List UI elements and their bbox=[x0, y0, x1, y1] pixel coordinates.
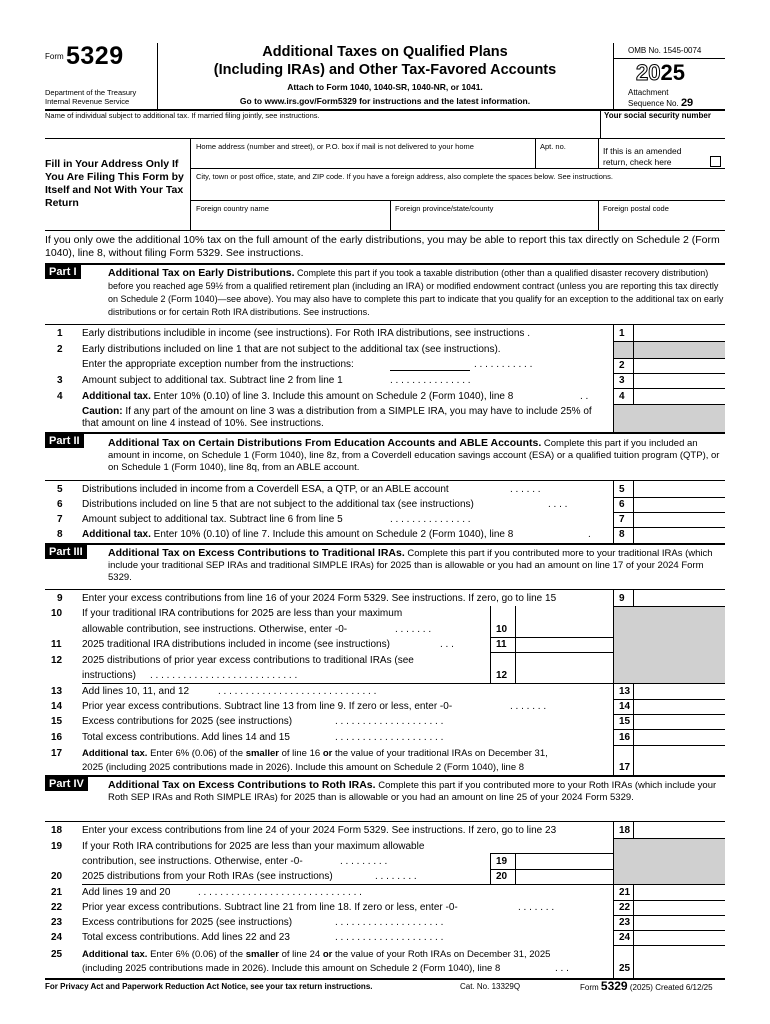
tax-year-suffix: 25 bbox=[660, 60, 685, 85]
line-17-text-b: 2025 (including 2025 contributions made in 2026). Include this amount on Schedule 2 (Form 1040), line 8 bbox=[82, 762, 525, 773]
leader-dots: . . . . . . . . . . . . . . . . . . . . bbox=[335, 917, 444, 928]
leader-dots: . . . . . . . . . . . . . . . . . . . . bbox=[335, 932, 444, 943]
line-number: 18 bbox=[51, 825, 63, 836]
exception-number-field[interactable] bbox=[390, 370, 470, 371]
sequence-number: 29 bbox=[680, 97, 694, 109]
attachment-label: Attachment bbox=[628, 88, 669, 97]
line-4-text bbox=[82, 391, 513, 402]
line-15-text: Excess contributions for 2025 (see instructions) bbox=[82, 716, 293, 727]
divider bbox=[598, 138, 599, 168]
privacy-notice: For Privacy Act and Paperwork Reduction Act Notice, see your tax return instructions. bbox=[45, 982, 373, 991]
goto-note: Go to www.irs.gov/Form5329 for instructions and the latest information. bbox=[239, 96, 531, 106]
divider bbox=[45, 432, 725, 434]
divider bbox=[490, 652, 613, 653]
line-25-post: the value of your Roth IRAs on December 31, 2025 bbox=[332, 949, 551, 960]
leader-dots: . . . bbox=[440, 639, 454, 650]
line-2-text: Early distributions included on line 1 that are not subject to the additional tax (see instructions). bbox=[82, 344, 501, 355]
line-12-text-a: 2025 distributions of prior year excess contributions to traditional IRAs (see bbox=[82, 655, 414, 666]
line-box-number: 24 bbox=[619, 932, 631, 943]
line-box-number: 4 bbox=[619, 391, 625, 402]
line-number: 23 bbox=[51, 917, 63, 928]
line-box-number: 15 bbox=[619, 716, 631, 727]
divider bbox=[45, 138, 725, 139]
line-number: 13 bbox=[51, 686, 63, 697]
line-17-text-a bbox=[82, 748, 548, 759]
home-address-label: Home address (number and street), or P.O. box if mail is not delivered to your home bbox=[196, 142, 474, 151]
line-10-text-b: allowable contribution, see instructions. Otherwise, enter -0- bbox=[82, 624, 348, 635]
line-19-text-a: If your Roth IRA contributions for 2025 are less than your maximum allowable bbox=[82, 841, 425, 852]
irs: Internal Revenue Service bbox=[45, 97, 130, 106]
line-box-number: 20 bbox=[496, 871, 508, 882]
line-number: 1 bbox=[57, 328, 63, 339]
line-25-or: or bbox=[322, 949, 333, 960]
ssn-label: Your social security number bbox=[604, 111, 711, 120]
leader-dots: . . . . . . . bbox=[510, 701, 547, 712]
part-1-label: Part I bbox=[45, 265, 81, 279]
name-label: Name of individual subject to additional tax. If married filing jointly, see instructions. bbox=[45, 111, 320, 120]
line-number: 15 bbox=[51, 716, 63, 727]
line-3-text: Amount subject to additional tax. Subtract line 2 from line 1 bbox=[82, 375, 343, 386]
department: Department of the Treasury bbox=[45, 88, 137, 97]
divider bbox=[390, 200, 391, 230]
line-box-number: 7 bbox=[619, 514, 625, 525]
sequence-text: Sequence No. bbox=[628, 99, 679, 108]
line-number: 10 bbox=[51, 608, 63, 619]
part-3-label: Part III bbox=[45, 545, 87, 559]
part-1-header bbox=[108, 267, 725, 319]
line-box-number: 8 bbox=[619, 529, 625, 540]
leader-dots: . . . . . . . . . . . . . . . . . . . . . . . . . . . . . bbox=[218, 686, 377, 697]
part-3-body: Complete this part if you contributed more to your traditional IRAs (which include your traditional SEP IRAs and traditional SIMPLE IRAs) for 2025 than is allowable or you had an amount on line 17 of your 2024 Form 5329. bbox=[108, 548, 713, 583]
line-22-text: Prior year excess contributions. Subtract line 21 from line 18. If zero or less, enter -0- bbox=[82, 902, 458, 913]
line-box-number: 25 bbox=[619, 963, 631, 974]
part-2-body: Complete this part if you included an amount in income, on Schedule 1 (Form 1040), line 8z, from a Coverdell education savings account (ESA) or a qualified tuition program (QTP), or on Schedule 1 (Form 1040), line 8q, from an ABLE account. bbox=[108, 438, 720, 473]
amended-checkbox[interactable] bbox=[710, 156, 721, 167]
foreign-postal-label: Foreign postal code bbox=[603, 204, 669, 213]
leader-dots: . . . . . . . . . . . . . . . . . . . . . . . . . . . . . . bbox=[198, 887, 362, 898]
part-2-title: Additional Tax on Certain Distributions From Education Accounts and ABLE Accounts. bbox=[108, 437, 542, 449]
line-16-text: Total excess contributions. Add lines 14 and 15 bbox=[82, 732, 290, 743]
shaded-cell bbox=[634, 341, 725, 358]
divider bbox=[490, 637, 613, 638]
divider bbox=[45, 480, 725, 481]
line-5-text: Distributions included in income from a Coverdell ESA, a QTP, or an ABLE account bbox=[82, 484, 449, 495]
line-4-rest: Enter 10% (0.10) of line 3. Include this amount on Schedule 2 (Form 1040), line 8 bbox=[150, 391, 514, 402]
line-box-number: 18 bbox=[619, 825, 631, 836]
divider bbox=[490, 869, 613, 870]
divider bbox=[515, 606, 516, 683]
line-number: 9 bbox=[57, 593, 63, 604]
caution-rest: If any part of the amount on line 3 was a distribution from a SIMPLE IRA, you may have to include 25% of that amount on line 4 instead of 10%. See instructions. bbox=[82, 406, 592, 429]
amended-label: If this is an amended return, check here bbox=[603, 146, 682, 167]
divider bbox=[613, 714, 725, 715]
line-number: 25 bbox=[51, 949, 63, 960]
shaded-cell bbox=[614, 838, 725, 884]
divider bbox=[45, 543, 725, 545]
line-number: 22 bbox=[51, 902, 63, 913]
divider bbox=[613, 838, 725, 839]
divider bbox=[82, 884, 725, 885]
caution-text bbox=[82, 406, 607, 430]
line-number: 11 bbox=[51, 639, 62, 650]
shaded-cell bbox=[614, 404, 725, 432]
divider bbox=[613, 341, 725, 342]
divider bbox=[45, 324, 725, 325]
line-box-number: 14 bbox=[619, 701, 631, 712]
footer-created: (2025) Created 6/12/25 bbox=[629, 983, 713, 992]
part-2-header bbox=[108, 437, 725, 474]
divider bbox=[613, 497, 725, 498]
line-box-number: 11 bbox=[496, 639, 507, 650]
line-25-bold: Additional tax. bbox=[82, 949, 148, 960]
divider bbox=[82, 683, 725, 684]
footer-form-label: Form bbox=[580, 983, 599, 992]
line-number: 20 bbox=[51, 871, 63, 882]
line-box-number: 12 bbox=[496, 670, 508, 681]
divider bbox=[613, 930, 725, 931]
divider bbox=[613, 527, 725, 528]
leader-dots: . . . . . . . . . . . bbox=[474, 359, 533, 370]
line-box-number: 3 bbox=[619, 375, 625, 386]
caution-bold: Caution: bbox=[82, 406, 123, 417]
line-17-bold: Additional tax. bbox=[82, 748, 148, 759]
line-box-number: 6 bbox=[619, 499, 625, 510]
part-1-body: Complete this part if you took a taxable distribution (other than a qualified disaster recovery distribution) before you reached age 59½ from a qualified retirement plan (including an IRA) or modified endowment contract (unless you are reporting this tax directly on Schedule 2 (Form 1040)—see above). You may also have to complete this part to indicate that you qualify for an exception to the additional tax on early distributions or for certain Roth IRA distributions. See instructions. bbox=[108, 268, 724, 317]
line-20-text: 2025 distributions from your Roth IRAs (see instructions) bbox=[82, 871, 333, 882]
line-17-smaller: smaller bbox=[245, 748, 279, 759]
line-17-post: the value of your traditional IRAs on December 31, bbox=[332, 748, 548, 759]
line-box-number: 1 bbox=[619, 328, 625, 339]
divider bbox=[613, 404, 725, 405]
foreign-province-label: Foreign province/state/county bbox=[395, 204, 494, 213]
divider bbox=[613, 915, 725, 916]
line-number: 21 bbox=[51, 887, 63, 898]
divider bbox=[490, 853, 613, 854]
part-4-body: Complete this part if you contributed more to your Roth IRAs (which include your Roth SEP IRAs and Roth SIMPLE IRAs) for 2025 than is allowable or you had an amount on line 25 of your 2024 Form 5329. bbox=[108, 780, 717, 803]
leader-dots: . . . bbox=[555, 963, 569, 974]
catalog-number: Cat. No. 13329Q bbox=[460, 982, 521, 991]
part-4-title: Additional Tax on Excess Contributions to Roth IRAs. bbox=[108, 779, 376, 791]
footer-form-number: 5329 bbox=[600, 979, 628, 993]
line-25-text-a bbox=[82, 949, 550, 960]
leader-dots: . bbox=[588, 529, 591, 540]
leader-dots: . . . . bbox=[548, 499, 568, 510]
line-7-text: Amount subject to additional tax. Subtract line 6 from line 5 bbox=[82, 514, 343, 525]
part-1-title: Additional Tax on Early Distributions. bbox=[108, 267, 295, 279]
form-number: 5329 bbox=[66, 42, 124, 70]
divider bbox=[45, 589, 725, 590]
fill-in-note: Fill in Your Address Only If You Are Filing This Form by Itself and Not With Your Tax Return bbox=[45, 158, 184, 209]
leader-dots: . . . . . . . bbox=[518, 902, 555, 913]
line-25-text-b: (including 2025 contributions made in 2026). Include this amount on Schedule 2 (Form 1040), line 8 bbox=[82, 963, 501, 974]
line-number: 2 bbox=[57, 344, 63, 355]
form-title-line2: (Including IRAs) and Other Tax-Favored Accounts bbox=[213, 62, 557, 78]
line-19-text-b: contribution, see instructions. Otherwise, enter -0- bbox=[82, 856, 303, 867]
line-13-text: Add lines 10, 11, and 12 bbox=[82, 686, 190, 697]
line-25-smaller: smaller bbox=[245, 949, 279, 960]
line-4-bold: Additional tax. bbox=[82, 391, 151, 402]
line-17-pre: Enter 6% (0.06) of the bbox=[147, 748, 246, 759]
line-box-number: 23 bbox=[619, 917, 631, 928]
line-8-text bbox=[82, 529, 513, 540]
divider bbox=[613, 729, 725, 730]
footer-form bbox=[580, 979, 713, 993]
form-label: Form bbox=[45, 52, 64, 61]
line-number: 8 bbox=[57, 529, 63, 540]
part-4-label: Part IV bbox=[45, 777, 88, 791]
line-box-number: 17 bbox=[619, 762, 631, 773]
tax-year bbox=[636, 60, 685, 86]
divider bbox=[598, 200, 599, 230]
form-title-line1: Additional Taxes on Qualified Plans bbox=[262, 44, 508, 60]
divider bbox=[613, 58, 725, 59]
line-8-bold: Additional tax. bbox=[82, 529, 151, 540]
line-14-text: Prior year excess contributions. Subtract line 13 from line 9. If zero or less, enter -0- bbox=[82, 701, 453, 712]
divider bbox=[535, 138, 536, 168]
divider bbox=[613, 388, 725, 389]
divider bbox=[613, 606, 725, 607]
line-box-number: 22 bbox=[619, 902, 631, 913]
line-number: 17 bbox=[51, 748, 63, 759]
line-number: 19 bbox=[51, 841, 63, 852]
divider bbox=[613, 745, 725, 746]
divider bbox=[613, 43, 614, 109]
line-21-text: Add lines 19 and 20 bbox=[82, 887, 171, 898]
divider bbox=[45, 230, 725, 231]
leader-dots: . . . . . . . . . . . . . . . . . . . . bbox=[335, 732, 444, 743]
line-25-pre: Enter 6% (0.06) of the bbox=[147, 949, 246, 960]
line-number: 4 bbox=[57, 391, 63, 402]
line-25-mid: of line 24 bbox=[278, 949, 323, 960]
divider bbox=[613, 945, 725, 946]
divider bbox=[613, 373, 725, 374]
line-number: 5 bbox=[57, 484, 63, 495]
shaded-cell bbox=[614, 341, 633, 358]
part-4-header bbox=[108, 779, 725, 804]
divider bbox=[190, 138, 191, 230]
foreign-country-label: Foreign country name bbox=[196, 204, 269, 213]
line-number: 12 bbox=[51, 655, 63, 666]
line-box-number: 21 bbox=[619, 887, 631, 898]
divider bbox=[613, 699, 725, 700]
divider bbox=[45, 263, 725, 265]
line-1-text: Early distributions includible in income (see instructions). For Roth IRA distributions, see instructions . bbox=[82, 328, 530, 339]
part-2-label: Part II bbox=[45, 434, 84, 448]
tax-year-prefix: 20 bbox=[636, 60, 661, 85]
line-number: 24 bbox=[51, 932, 63, 943]
leader-dots: . . . . . . . bbox=[395, 624, 432, 635]
line-10-text-a: If your traditional IRA contributions for 2025 are less than your maximum bbox=[82, 608, 403, 619]
line-box-number: 5 bbox=[619, 484, 625, 495]
line-17-or: or bbox=[322, 748, 333, 759]
line-number: 14 bbox=[51, 701, 63, 712]
line-box-number: 2 bbox=[619, 360, 625, 371]
line-box-number: 19 bbox=[496, 856, 508, 867]
intro-text: If you only owe the additional 10% tax on the full amount of the early distributions, you may be able to report this tax directly on Schedule 2 (Form 1040), line 8, without filing Form 5329. See instructions. bbox=[45, 234, 720, 259]
line-18-text: Enter your excess contributions from line 24 of your 2024 Form 5329. See instructions. If zero, go to line 23 bbox=[82, 825, 557, 836]
leader-dots: . . . . . . . . . . . . . . . bbox=[390, 514, 471, 525]
line-box-number: 10 bbox=[496, 624, 508, 635]
divider bbox=[190, 168, 725, 169]
leader-dots: . . . . . . . . . . . . . . . . . . . . . . . . . . . bbox=[150, 670, 298, 681]
line-12-text-b: instructions) bbox=[82, 670, 136, 681]
omb-number: OMB No. 1545-0074 bbox=[628, 46, 702, 55]
divider bbox=[613, 900, 725, 901]
divider bbox=[45, 775, 725, 777]
line-9-text: Enter your excess contributions from line 16 of your 2024 Form 5329. See instructions. If zero, go to line 15 bbox=[82, 593, 557, 604]
shaded-cell bbox=[614, 606, 725, 683]
divider bbox=[600, 109, 601, 138]
line-box-number: 13 bbox=[619, 686, 631, 697]
city-label: City, town or post office, state, and ZIP code. If you have a foreign address, also complete the spaces below. See instructions. bbox=[196, 172, 613, 181]
line-number: 3 bbox=[57, 375, 63, 386]
line-box-number: 16 bbox=[619, 732, 631, 743]
line-box-number: 9 bbox=[619, 593, 625, 604]
part-3-header bbox=[108, 547, 725, 584]
leader-dots: . . . . . . . . bbox=[375, 871, 417, 882]
line-11-text: 2025 traditional IRA distributions included in income (see instructions) bbox=[82, 639, 390, 650]
divider bbox=[45, 821, 725, 822]
line-number: 16 bbox=[51, 732, 63, 743]
leader-dots: . . . . . . . . . . . . . . . bbox=[390, 375, 471, 386]
leader-dots: . . . . . . . . . bbox=[340, 856, 388, 867]
part-3-title: Additional Tax on Excess Contributions to Traditional IRAs. bbox=[108, 547, 405, 559]
attach-note: Attach to Form 1040, 1040-SR, 1040-NR, or 1041. bbox=[287, 82, 483, 92]
leader-dots: . . . . . . bbox=[510, 484, 541, 495]
leader-dots: . . . . . . . . . . . . . . . . . . . . bbox=[335, 716, 444, 727]
line-number: 7 bbox=[57, 514, 63, 525]
leader-dots: . . bbox=[580, 391, 589, 402]
line-number: 6 bbox=[57, 499, 63, 510]
line-2-exception-text: Enter the appropriate exception number from the instructions: bbox=[82, 359, 354, 370]
line-24-text: Total excess contributions. Add lines 22 and 23 bbox=[82, 932, 290, 943]
divider bbox=[613, 358, 725, 359]
sequence-label bbox=[628, 97, 693, 109]
divider bbox=[613, 512, 725, 513]
line-17-mid: of line 16 bbox=[278, 748, 323, 759]
line-23-text: Excess contributions for 2025 (see instructions) bbox=[82, 917, 293, 928]
apt-label: Apt. no. bbox=[540, 142, 566, 151]
line-8-rest: Enter 10% (0.10) of line 7. Include this amount on Schedule 2 (Form 1040), line 8 bbox=[150, 529, 514, 540]
line-6-text: Distributions included on line 5 that are not subject to the additional tax (see instructions) bbox=[82, 499, 474, 510]
divider bbox=[190, 200, 725, 201]
